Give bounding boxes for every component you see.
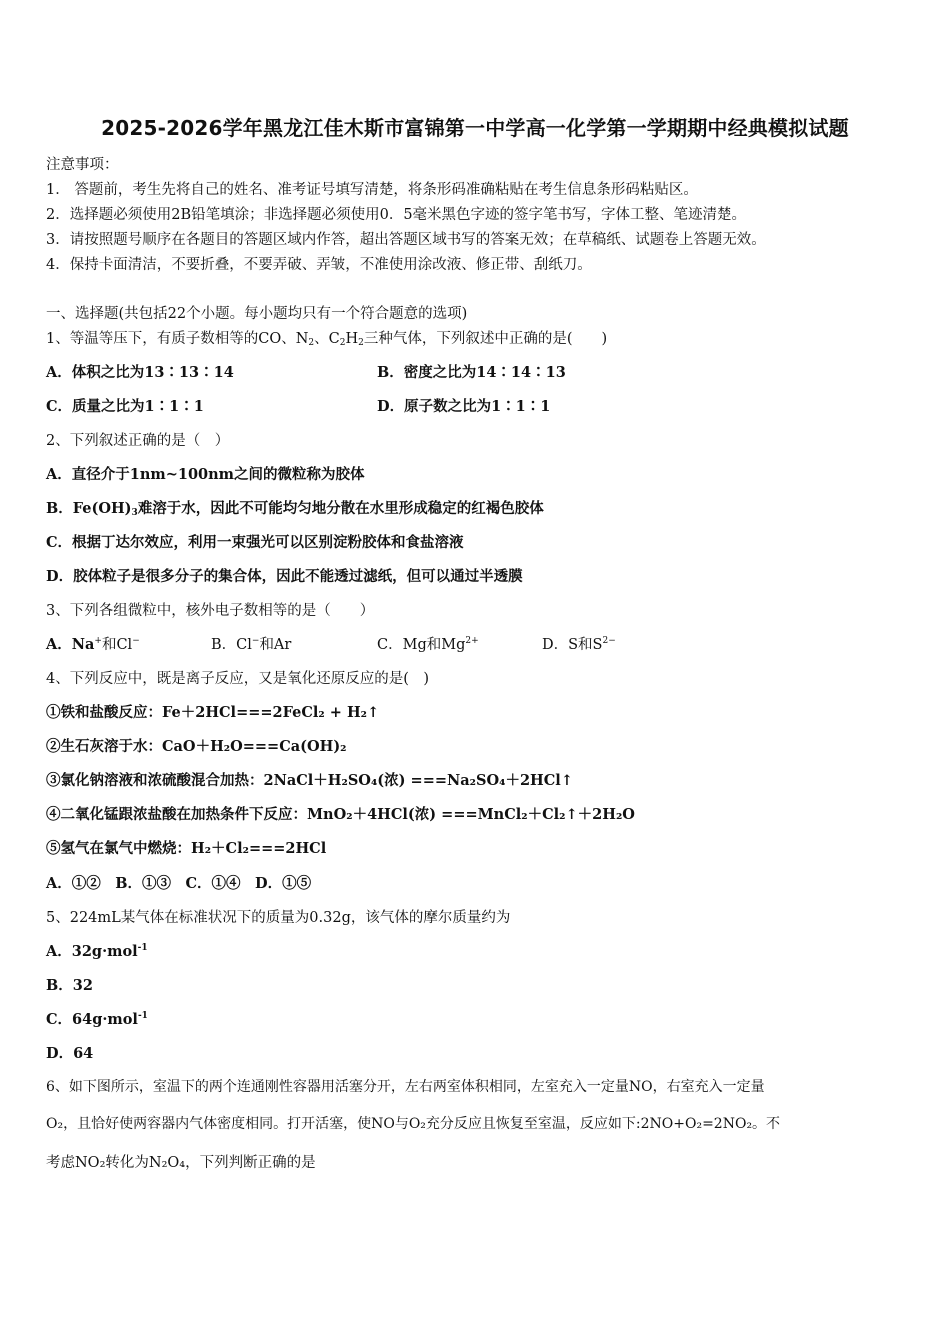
notice-item: 4．保持卡面清洁，不要折叠，不要弄破、弄皱，不准使用涂改液、修正带、刮纸刀。 <box>46 257 592 273</box>
question-4-reaction-1: ①铁和盐酸反应：Fe＋2HCl===2FeCl₂ + H₂↑ <box>46 704 380 721</box>
question-2-option-d: D．胶体粒子是很多分子的集合体，因此不能透过滤纸，但可以通过半透膜 <box>46 568 523 585</box>
notice-item: 2．选择题必须使用2B铅笔填涂；非选择题必须使用0．5毫米黑色字迹的签字笔书写，字体工整、笔迹清楚。 <box>46 207 747 223</box>
question-2-option-a: A．直径介于1nm~100nm之间的微粒称为胶体 <box>46 466 365 483</box>
question-1-stem: 1、等温等压下，有质子数相等的CO、$N_2$、$C_2H_2$三种气体，下列叙述中正确的是( ) <box>46 331 608 348</box>
notice-item: 3．请按照题号顺序在各题目的答题区域内作答，超出答题区域书写的答案无效；在草稿纸、试题卷上答题无效。 <box>46 232 766 248</box>
question-3-stem: 3、下列各组微粒中，核外电子数相等的是（ ） <box>46 603 375 619</box>
question-1-option-a: A．体积之比为13∶13∶14 <box>46 364 234 381</box>
page-title: 2025-2026学年黑龙江佳木斯市富锦第一中学高一化学第一学期期中经典模拟试题 <box>101 116 849 140</box>
question-5-option-a: A．32g·mol$^{-1}$ <box>46 943 148 960</box>
question-5-stem: 5、224mL某气体在标准状况下的质量为0.32g，该气体的摩尔质量约为 <box>46 910 511 926</box>
question-1-option-d: D．原子数之比为1∶1∶1 <box>377 398 551 415</box>
question-4-reaction-4: ④二氧化锰跟浓盐酸在加热条件下反应：MnO₂＋4HCl(浓) ===MnCl₂＋Cl₂↑＋2H₂O <box>46 806 635 823</box>
question-5-option-d: D．64 <box>46 1045 94 1062</box>
question-3-option-a: A．Na+和Cl− <box>46 636 140 653</box>
notice-heading: 注意事项： <box>46 157 119 173</box>
question-4-reaction-3: ③氯化钠溶液和浓硫酸混合加热：2NaCl＋H₂SO₄(浓) ===Na₂SO₄＋2HCl↑ <box>46 772 573 789</box>
question-6-line-3: 考虑NO₂转化为N₂O₄，下列判断正确的是 <box>46 1155 316 1171</box>
notice-item: 1． 答题前，考生先将自己的姓名、准考证号填写清楚，将条形码准确粘贴在考生信息条形码粘贴区。 <box>46 182 698 198</box>
question-4-stem: 4、下列反应中，既是离子反应，又是氧化还原反应的是( ) <box>46 671 430 687</box>
question-5-option-c: C．64g·mol$^{-1}$ <box>46 1011 148 1028</box>
question-2-stem: 2、下列叙述正确的是（ ） <box>46 433 230 449</box>
question-2-option-b: B．$Fe(OH)_3$难溶于水，因此不可能均匀地分散在水里形成稳定的红褐色胶体 <box>46 500 544 518</box>
question-3-option-c: C．Mg和$Mg^{2+}$ <box>377 636 479 653</box>
question-4-reaction-5: ⑤氢气在氯气中燃烧：H₂＋Cl₂===2HCl <box>46 840 327 857</box>
question-3-option-d: D．S和$S^{2-}$ <box>542 636 616 653</box>
question-1-option-c: C．质量之比为1∶1∶1 <box>46 398 204 415</box>
question-4-reaction-2: ②生石灰溶于水：CaO＋H₂O===Ca(OH)₂ <box>46 738 347 755</box>
question-5-option-b: B．32 <box>46 977 93 994</box>
question-6-line-1: 6、如下图所示，室温下的两个连通刚性容器用活塞分开，左右两室体积相同，左室充入一定量NO，右室充入一定量 <box>46 1079 765 1095</box>
question-6-line-2: O₂，且恰好使两容器内气体密度相同。打开活塞，使NO与O₂充分反应且恢复至室温，反应如下:2NO+O₂=2NO₂。不 <box>46 1116 781 1132</box>
section-heading: 一、选择题(共包括22个小题。每小题均只有一个符合题意的选项) <box>46 306 468 322</box>
question-1-option-b: B．密度之比为14∶14∶13 <box>377 364 566 381</box>
question-2-option-c: C．根据丁达尔效应，利用一束强光可以区别淀粉胶体和食盐溶液 <box>46 534 464 551</box>
question-4-options: A．①② B．①③ C．①④ D．①⑤ <box>46 875 312 892</box>
question-3-option-b: B．Cl−和Ar <box>211 636 292 653</box>
